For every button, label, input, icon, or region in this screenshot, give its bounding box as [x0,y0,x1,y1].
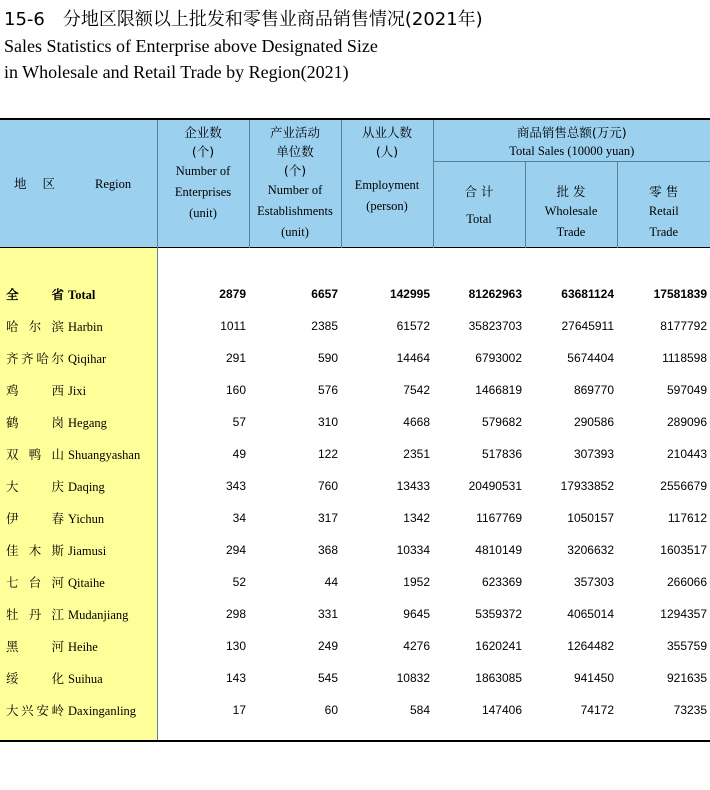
cell-total-sales: 20490531 [468,479,522,493]
header-region-en: Region [94,177,132,191]
cell-retail: 355759 [666,639,708,653]
sales-statistics-table [0,118,710,742]
table-row [0,534,710,566]
region-name-cn: 大兴安岭 [6,703,64,718]
cell-employment: 1342 [403,511,430,525]
cell-wholesale: 5674404 [567,351,614,365]
region-name-en: Jixi [68,384,87,398]
spacer-region-cell [0,726,157,741]
cell-employment: 10334 [396,543,430,557]
cell-establishments: 368 [317,543,338,557]
cell-retail: 921635 [666,671,708,685]
region-name-en: Daxinganling [68,704,137,718]
table-row [0,342,710,374]
cell-total-sales: 1466819 [475,383,522,397]
region-name-cn: 双鸭山 [6,447,64,462]
table-title-en-line1: Sales Statistics of Enterprise above Designated Size [4,36,378,56]
cell-establishments: 44 [324,575,338,589]
region-name-cn: 齐齐哈尔 [6,351,64,366]
cell-wholesale: 63681124 [561,287,614,301]
cell-enterprises: 1011 [220,319,246,333]
header-retail-en-2: Trade [649,225,679,239]
cell-establishments: 545 [317,671,338,685]
header-employment-cn-1: 从业人数 [361,125,412,140]
region-name-cn: 伊春 [6,511,64,526]
cell-enterprises: 17 [232,703,246,717]
cell-retail: 266066 [666,575,708,589]
table-row [0,630,710,662]
cell-total-sales: 81262963 [468,287,522,301]
region-name-en: Qitaihe [68,576,105,590]
cell-total-sales: 5359372 [475,607,522,621]
cell-enterprises: 294 [225,543,246,557]
table-row [0,502,710,534]
region-cell [0,374,157,406]
cell-retail: 17581839 [653,287,708,301]
header-enterprises-en-1: Number of [175,164,231,178]
cell-retail: 1603517 [660,543,708,557]
header-wholesale-en-1: Wholesale [544,204,598,218]
cell-total-sales: 1167769 [476,511,522,525]
region-name-cn: 大庆 [6,479,64,494]
region-cell [0,566,157,598]
cell-enterprises: 49 [232,447,246,461]
cell-retail: 597049 [666,383,708,397]
cell-wholesale: 17933852 [560,479,614,493]
region-name-cn: 佳木斯 [6,543,64,558]
header-establishments-cn-3: (个) [283,163,307,178]
region-name-cn: 哈尔滨 [6,319,64,334]
cell-wholesale: 290586 [573,415,614,429]
cell-employment: 9645 [403,607,430,621]
cell-employment: 10832 [396,671,430,685]
header-establishments-cn-1: 产业活动 [269,125,320,140]
cell-enterprises: 143 [225,671,246,685]
cell-retail: 1294357 [660,607,708,621]
header-employment-en-1: Employment [354,178,420,192]
cell-establishments: 60 [324,703,338,717]
cell-employment: 61572 [396,319,430,333]
cell-establishments: 6657 [311,287,338,301]
header-region [0,119,157,248]
region-cell [0,438,157,470]
region-name-cn: 鸡西 [6,383,64,398]
cell-wholesale: 869770 [573,383,614,397]
region-name-en: Harbin [68,320,103,334]
header-total-sales-cn: 合 计 [464,184,494,199]
cell-establishments: 760 [317,479,338,493]
cell-employment: 7542 [403,383,430,397]
cell-wholesale: 307393 [573,447,614,461]
cell-enterprises: 130 [225,639,246,653]
table-body [0,248,710,742]
cell-enterprises: 291 [225,351,246,365]
cell-retail: 1118598 [662,351,708,365]
cell-enterprises: 52 [232,575,246,589]
region-name-en: Total [68,288,96,302]
header-wholesale-en-2: Trade [556,225,586,239]
table-row [0,438,710,470]
region-name-cn: 七台河 [6,575,64,590]
table-row [0,598,710,630]
table-row [0,310,710,342]
header-establishments [249,119,341,248]
cell-establishments: 249 [317,639,338,653]
header-total-sales [433,162,525,248]
table-row [0,662,710,694]
cell-employment: 1952 [403,575,430,589]
region-name-en: Hegang [68,416,107,430]
cell-total-sales: 4810149 [475,543,522,557]
header-employment [341,119,433,248]
cell-wholesale: 3206632 [567,543,614,557]
table-row [0,566,710,598]
table-row [0,406,710,438]
cell-total-sales: 623369 [481,575,522,589]
region-cell [0,342,157,374]
cell-employment: 14464 [396,351,430,365]
header-establishments-en-2: Establishments [257,204,333,218]
cell-enterprises: 57 [232,415,246,429]
region-cell [0,310,157,342]
header-sales-group-en: Total Sales (10000 yuan) [509,144,635,158]
cell-employment: 2351 [403,447,430,461]
spacer-region-cell [0,248,157,279]
cell-retail: 2556679 [660,479,708,493]
region-name-en: Suihua [68,672,103,686]
header-sales-group-cn: 商品销售总额(万元) [516,125,627,140]
table-header [0,119,710,248]
region-name-en: Yichun [68,512,105,526]
cell-enterprises: 343 [225,479,246,493]
header-establishments-en-3: (unit) [281,225,309,239]
cell-wholesale: 27645911 [561,319,614,333]
region-name-en: Shuangyashan [68,448,141,462]
cell-establishments: 310 [317,415,338,429]
cell-establishments: 331 [317,607,338,621]
cell-employment: 4276 [403,639,430,653]
header-employment-cn-2: (人) [375,144,399,159]
header-enterprises-cn-2: (个) [191,144,215,159]
cell-total-sales: 147406 [481,703,522,717]
cell-retail: 73235 [673,703,708,717]
region-cell [0,630,157,662]
cell-enterprises: 2879 [219,287,246,301]
table-row-total [0,278,710,310]
cell-establishments: 576 [317,383,338,397]
header-sales-group [433,119,710,162]
region-name-en: Jiamusi [68,544,107,558]
table-row [0,374,710,406]
cell-wholesale: 1264482 [567,639,614,653]
region-name-cn: 黑河 [6,639,64,654]
cell-retail: 210443 [666,447,708,461]
header-employment-en-2: (person) [366,199,408,213]
cell-retail: 289096 [666,415,708,429]
region-cell [0,278,157,310]
header-establishments-en-1: Number of [267,183,323,197]
header-wholesale-cn: 批 发 [556,184,586,199]
cell-wholesale: 74172 [580,703,614,717]
header-enterprises [157,119,249,248]
cell-total-sales: 1863085 [475,671,522,685]
cell-total-sales: 517836 [481,447,522,461]
header-enterprises-en-2: Enterprises [174,185,232,199]
region-cell [0,534,157,566]
region-name-en: Daqing [68,480,105,494]
cell-establishments: 590 [317,351,338,365]
region-cell [0,662,157,694]
region-name-en: Heihe [68,640,98,654]
region-cell [0,470,157,502]
region-name-en: Mudanjiang [68,608,129,622]
cell-enterprises: 298 [225,607,246,621]
header-region-cn: 地 区 [14,176,61,191]
cell-total-sales: 579682 [481,415,522,429]
header-retail-en-1: Retail [648,204,679,218]
table-title-cn: 15-6 分地区限额以上批发和零售业商品销售情况(2021年) [4,9,483,30]
cell-employment: 142995 [389,287,430,301]
header-total-sales-en: Total [466,212,492,226]
cell-wholesale: 941450 [573,671,614,685]
region-cell [0,694,157,726]
cell-employment: 4668 [403,415,430,429]
table-title-en-line2: in Wholesale and Retail Trade by Region(2021) [4,62,349,82]
region-cell [0,406,157,438]
cell-employment: 584 [409,703,430,717]
region-name-en: Qiqihar [68,352,107,366]
cell-wholesale: 1050157 [567,511,614,525]
cell-wholesale: 357303 [573,575,614,589]
region-name-cn: 鹤岗 [6,415,64,430]
table-row [0,470,710,502]
header-wholesale [525,162,617,248]
cell-establishments: 317 [317,511,338,525]
header-enterprises-en-3: (unit) [189,206,217,220]
cell-employment: 13433 [396,479,430,493]
header-establishments-cn-2: 单位数 [276,144,314,159]
region-cell [0,598,157,630]
region-name-cn: 全省 [6,287,64,302]
cell-wholesale: 4065014 [567,607,614,621]
header-enterprises-cn-1: 企业数 [184,125,222,140]
table-row [0,694,710,726]
cell-retail: 117612 [667,511,708,525]
cell-enterprises: 34 [232,511,246,525]
cell-total-sales: 1620241 [475,639,522,653]
region-name-cn: 绥化 [6,671,64,686]
cell-establishments: 2385 [311,319,338,333]
cell-total-sales: 35823703 [468,319,522,333]
cell-establishments: 122 [317,447,338,461]
cell-retail: 8177792 [660,319,708,333]
cell-enterprises: 160 [225,383,246,397]
header-retail-cn: 零 售 [649,184,679,199]
region-name-cn: 牡丹江 [6,607,64,622]
region-cell [0,502,157,534]
cell-total-sales: 6793002 [475,351,522,365]
header-retail [617,162,710,248]
